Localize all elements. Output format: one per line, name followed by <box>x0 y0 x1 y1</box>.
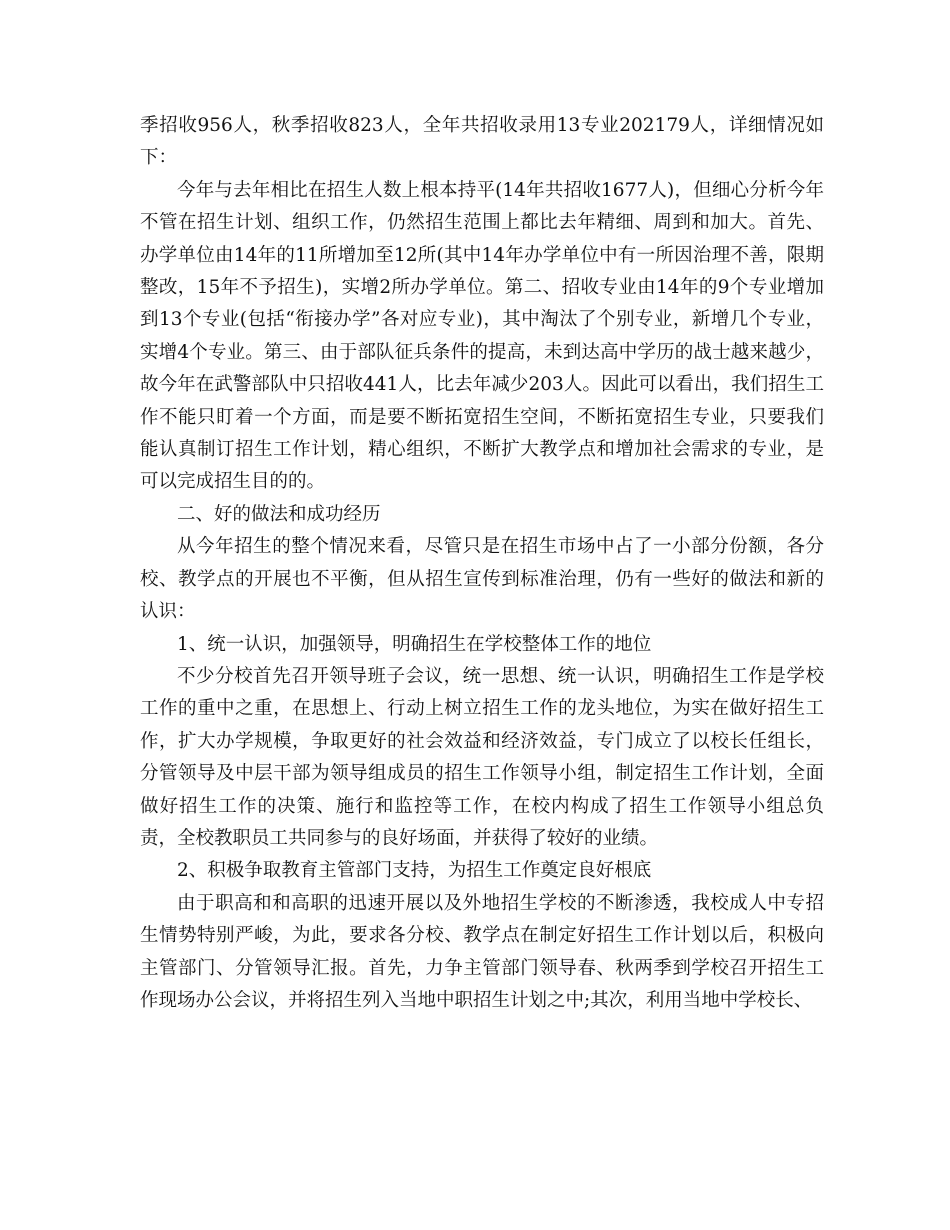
paragraph-overview: 从今年招生的整个情况来看，尽管只是在招生市场中占了一小部分份额，各分校、教学点的开展也不平衡，但从招生宣传到标准治理，仍有一些好的做法和新的认识： <box>140 536 824 623</box>
section-heading-good-practices: 二、好的做法和成功经历 <box>177 503 381 525</box>
document-body <box>140 110 824 1017</box>
paragraph-continued: 季招收956人，秋季招收823人，全年共招收录用13专业202179人，详细情况如下： <box>140 115 824 169</box>
paragraph-enrollment-analysis: 今年与去年相比在招生人数上根本持平(14年共招收1677人)，但细心分析今年不管在招生计划、组织工作，仍然招生范围上都比去年精细、周到和加大。首先、办学单位由14年的11所增加至12所(其中14年办学单位中有一所因治理不善，限期整改，15年不予招生)，实增2所办学单位。第二、招收专业由14年的9个专业增加到13个专业(包括“衔接办学”各对应专业)，其中淘汰了个别专业，新增几个专业，实增4个专业。第三、由于部队征兵条件的提高，未到达高中学历的战士越来越少，故今年在武警部队中只招收441人，比去年减少203人。因此可以看出，我们招生工作不能只盯着一个方面，而是要不断拓宽招生空间，不断拓宽招生专业，只要我们能认真制订招生工作计划，精心组织，不断扩大教学点和增加社会需求的专业，是可以完成招生目的的。 <box>140 179 824 493</box>
subheading-department-support: 2、积极争取教育主管部门支持，为招生工作奠定良好根底 <box>177 860 652 882</box>
paragraph-department-support: 由于职高和和高职的迅速开展以及外地招生学校的不断渗透，我校成人中专招生情势特别严峻，为此，要求各分校、教学点在制定好招生工作计划以后，积极向主管部门、分管领导汇报。首先，力争主管部门领导春、秋两季到学校召开招生工作现场办公会议，并将招生列入当地中职招生计划之中;其次，利用当地中学校长、 <box>140 892 824 1011</box>
paragraph-leadership: 不少分校首先召开领导班子会议，统一思想、统一认识，明确招生工作是学校工作的重中之重，在思想上、行动上树立招生工作的龙头地位，为实在做好招生工作，扩大办学规模，争取更好的社会效益和经济效益，专门成立了以校长任组长，分管领导及中层干部为领导组成员的招生工作领导小组，制定招生工作计划，全面做好招生工作的决策、施行和监控等工作，在校内构成了招生工作领导小组总负责，全校教职员工共同参与的良好场面，并获得了较好的业绩。 <box>140 665 824 849</box>
subheading-unify-understanding: 1、统一认识，加强领导，明确招生在学校整体工作的地位 <box>177 633 652 655</box>
